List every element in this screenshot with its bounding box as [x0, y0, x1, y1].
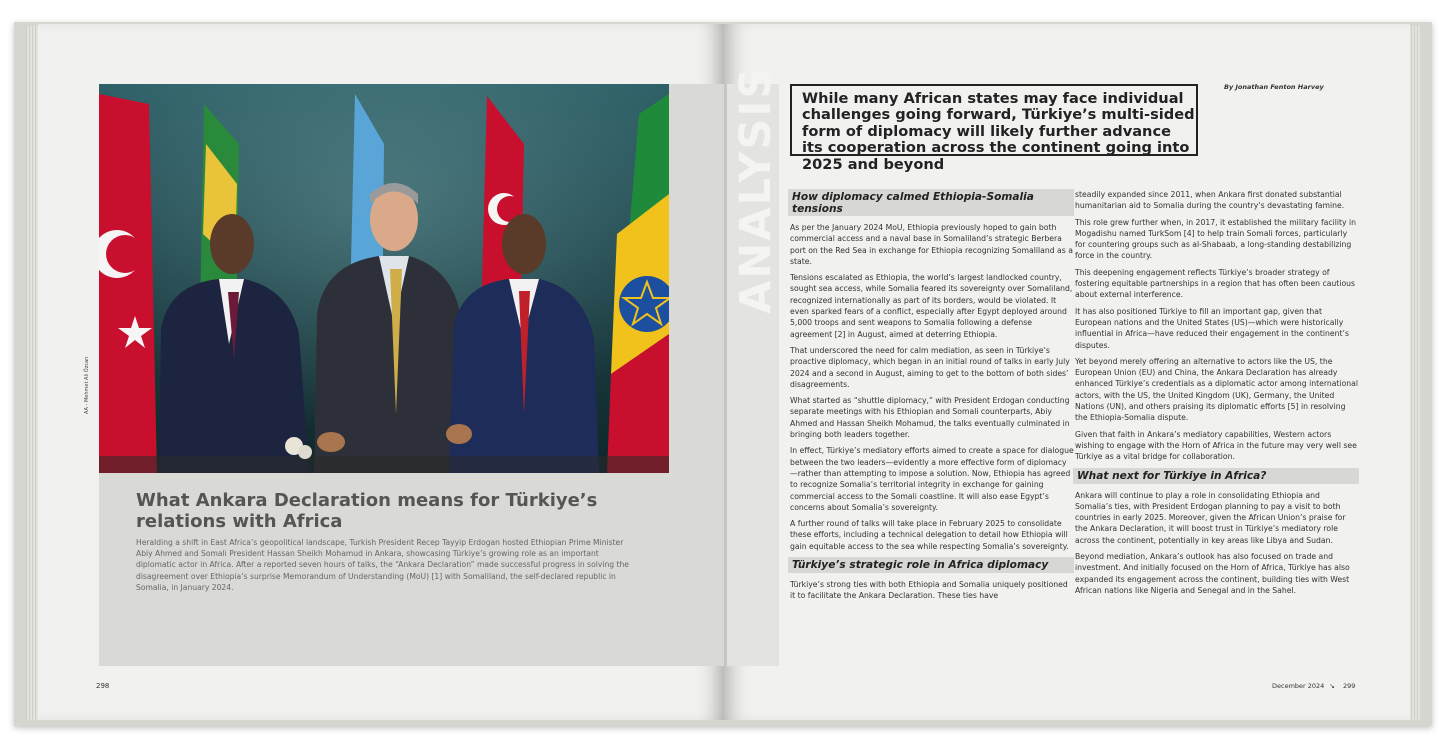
article-intro: Heralding a shift in East Africa’s geopolitical landscape, Turkish President Recep Tayyip Erdogan hosted Ethiopian Prime Minister Abiy Ahmed and Somali President Hassan Sheikh Mohamud in Ankara, showcasing Türkiye’s growing role as an important diplomatic actor in Africa. After a reported seven hours of talks, the “Ankara Declaration” made successful progress in solving the disagreement over Ethiopia’s surprise Memorandum of Understanding (MoU) [1] with Somaliland, the self-declared republic in Somalia, in January 2024.: [136, 538, 629, 592]
article-title: What Ankara Declaration means for Türkiye’s relations with Africa: [136, 490, 598, 532]
paragraph: It has also positioned Türkiye to fill an important gap, given that European nations and the United States (US)—which were historically influential in Africa—have reduced their engagement in the continent’s disputes.: [1075, 306, 1349, 350]
pull-quote: While many African states may face individual challenges going forward, Türkiye’s multi-sided form of diplomacy will likely further advance its cooperation across the continent going into 2025 and beyond: [790, 84, 1198, 156]
photo-illustration: [99, 84, 669, 473]
paragraph: steadily expanded since 2011, when Ankara first donated substantial humanitarian aid to Somalia during the country’s devastating famine.: [1075, 190, 1345, 211]
paragraph: A further round of talks will take place in February 2025 to consolidate these efforts, including a technical delegation to detail how Ethiopia will gain equitable access to the sea while respecting Somalia’s sovereignty.: [790, 519, 1069, 551]
left-page: [38, 24, 724, 720]
heading-strategic-role: Türkiye’s strategic role in Africa diplomacy: [788, 557, 1074, 573]
paragraph: In effect, Türkiye’s mediatory efforts aimed to create a space for dialogue between the two leaders—evidently a more effective form of diplomacy—rather than attempting to impose a solution. Now, Ethiopia has agreed to recognize Somalia’s territorial integrity in exchange for gaining commercial access to the Somali coastline. It will also ease Egypt’s concerns about Somalia’s sovereignty.: [790, 446, 1074, 512]
paragraph: Ankara will continue to play a role in consolidating Ethiopia and Somalia’s ties, with President Erdogan planning to pay a visit to both countries in early 2025. Moreover, given the African Union’s praise for the Ankara Declaration, it will boost trust in Türkiye’s mediatory role across the continent, potentially in key areas like Libya and Sudan.: [1075, 490, 1346, 545]
paragraph: Given that faith in Ankara’s mediatory capabilities, Western actors wishing to engage with the Horn of Africa in the future may very well see Türkiye as a vital bridge for collaboration.: [1075, 429, 1357, 462]
page-number-right: 299: [1342, 682, 1356, 690]
leaders-photo: [99, 84, 669, 473]
heading-diplomacy-calmed: How diplomacy calmed Ethiopia-Somalia tensions: [788, 189, 1074, 216]
column-1: [790, 189, 1074, 607]
paragraph: Türkiye’s strong ties with both Ethiopia and Somalia uniquely positioned it to facilitate the Ankara Declaration. These ties have: [790, 580, 1068, 601]
photo-credit: AA - Mehmet Ali Özcan: [84, 356, 90, 414]
paragraph: Tensions escalated as Ethiopia, the world’s largest landlocked country, sought sea access, while Somalia feared its sovereignty over Somaliland, recognized internationally as part of its borders, would be violated. It even sparked fears of a conflict, especially after Egypt deployed around 5,000 troops and sent weapons to Somalia following a defense agreement [2] in August, aimed at deterring Ethiopia.: [790, 273, 1073, 339]
byline: By Jonathan Fenton Harvey: [1224, 83, 1324, 91]
page-footer-right: [1272, 682, 1355, 690]
paragraph: This role grew further when, in 2017, it established the military facility in Mogadishu named TurkSom [4] to help train Somali forces, particularly for countering groups such as al-Shabaab, a long-standing destabilizing force in the country.: [1075, 217, 1357, 261]
section-label-band: [727, 65, 781, 666]
paragraph: This deepening engagement reflects Türkiye’s broader strategy of fostering equitable partnerships in a region that has often been cautious about external interference.: [1075, 267, 1356, 300]
page-edges-left: [26, 26, 38, 720]
paragraph: Yet beyond merely offering an alternative to actors like the US, the European Union (EU) and China, the Ankara Declaration has already enhanced Türkiye’s credentials as a diplomatic actor among international actors, with the US, the United Kingdom (UK), Germany, the United Nations (UN), and others praising its diplomatic efforts [5] in resolving the Ethiopia-Somalia dispute.: [1075, 356, 1359, 423]
paragraph: As per the January 2024 MoU, Ethiopia previously hoped to gain both commercial access and a naval base in Somaliland’s strategic Berbera port on the Red Sea in exchange for Ethiopia recognizing Somaliland as a state.: [790, 223, 1073, 266]
turkish-flag-icon: [99, 94, 157, 473]
paragraph: Beyond mediation, Ankara’s outlook has also focused on trade and investment. And initially focused on the Horn of Africa, Türkiye has also expanded its engagement across the continent, building ties with West African nations like Nigeria and Senegal and in the Sahel.: [1075, 552, 1350, 595]
issue-date: December 2024: [1272, 682, 1325, 690]
right-page: [724, 24, 1410, 720]
heading-what-next: What next for Türkiye in Africa?: [1073, 468, 1359, 484]
arrow-icon: ↘: [1329, 682, 1335, 690]
paragraph: That underscored the need for calm mediation, as seen in Türkiye’s proactive diplomacy, which began in an initial round of talks in early July 2024 and a second in August, aiming to get to the bottom of both sides’ disagreements.: [790, 345, 1070, 389]
column-2: [1075, 189, 1359, 601]
section-label: ANALYSIS: [731, 65, 781, 314]
page-number-left: 298: [96, 682, 110, 690]
paragraph: What started as “shuttle diplomacy,” with President Erdogan conducting separate meetings with his Ethiopian and Somali counterparts, Abiy Ahmed and Hassan Sheikh Mohamud, the talks eventually culminated in bringing both leaders together.: [790, 396, 1070, 440]
